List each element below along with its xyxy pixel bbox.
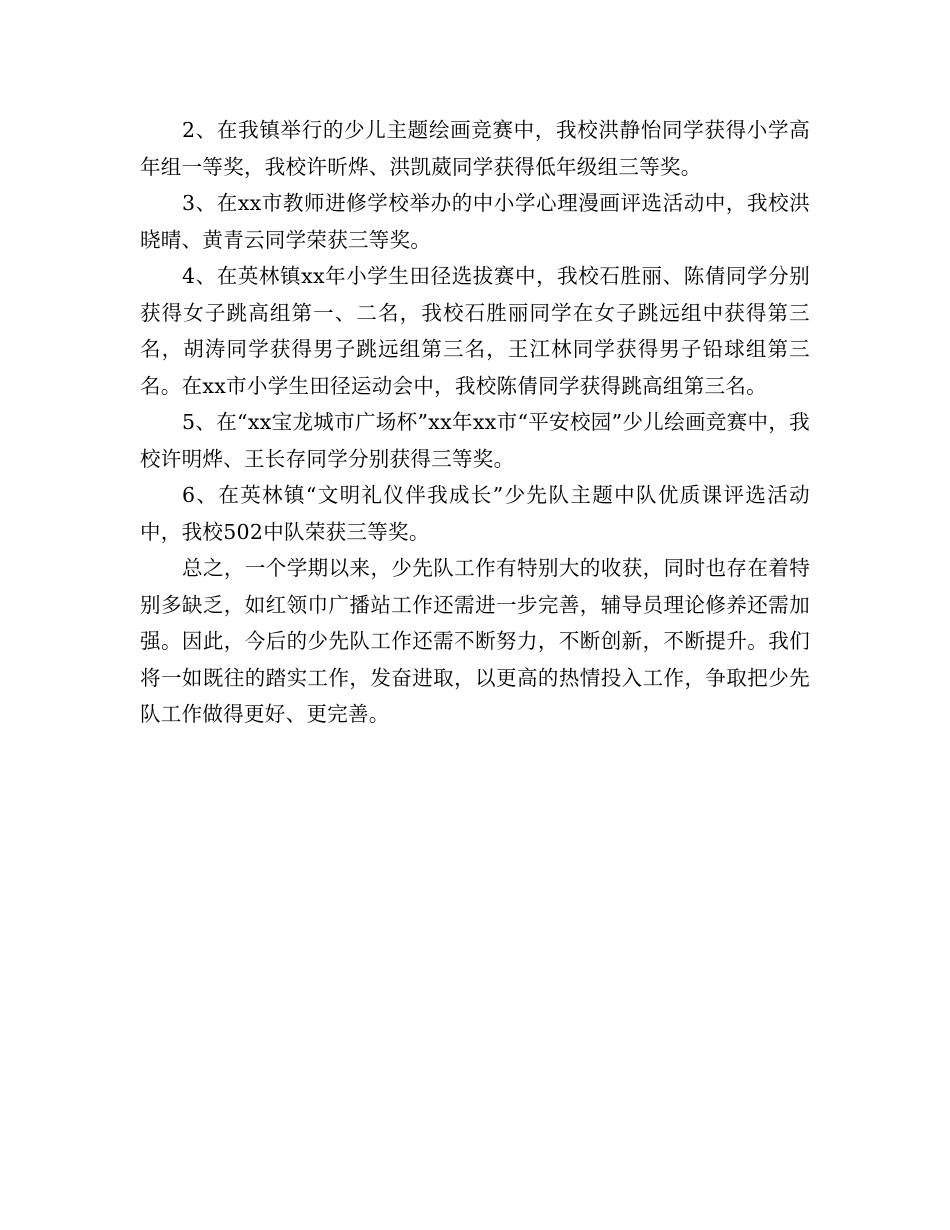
paragraph-award-etiquette-class: 6、在英林镇“文明礼仪伴我成长”少先队主题中队优质课评选活动中，我校502中队荣获三等奖。 [140, 483, 810, 544]
paragraph-summary: 总之，一个学期以来，少先队工作有特别大的收获，同时也存在着特别多缺乏，如红领巾广播站工作还需进一步完善，辅导员理论修养还需加强。因此，今后的少先队工作还需不断努力，不断创新，不断提升。我们将一如既往的踏实工作，发奋进取，以更高的热情投入工作，争取把少先队工作做得更好、更完善。 [140, 556, 810, 726]
paragraph-award-safe-campus-painting: 5、在“xx宝龙城市广场杯”xx年xx市“平安校园”少儿绘画竞赛中，我校许明烨、王长存同学分别获得三等奖。 [140, 410, 810, 471]
paragraph-award-painting-contest: 2、在我镇举行的少儿主题绘画竞赛中，我校洪静怡同学获得小学高年组一等奖，我校许昕烨、洪凯葳同学获得低年级组三等奖。 [140, 118, 810, 179]
paragraph-award-track-and-field: 4、在英林镇xx年小学生田径选拔赛中，我校石胜丽、陈倩同学分别获得女子跳高组第一、二名，我校石胜丽同学在女子跳远组中获得第三名，胡涛同学获得男子跳远组第三名，王江林同学获得男子铅球组第三名。在xx市小学生田径运动会中，我校陈倩同学获得跳高组第三名。 [140, 264, 810, 398]
document-body [140, 112, 810, 733]
paragraph-award-psychology-comics: 3、在xx市教师进修学校举办的中小学心理漫画评选活动中，我校洪晓晴、黄青云同学荣获三等奖。 [140, 191, 810, 252]
